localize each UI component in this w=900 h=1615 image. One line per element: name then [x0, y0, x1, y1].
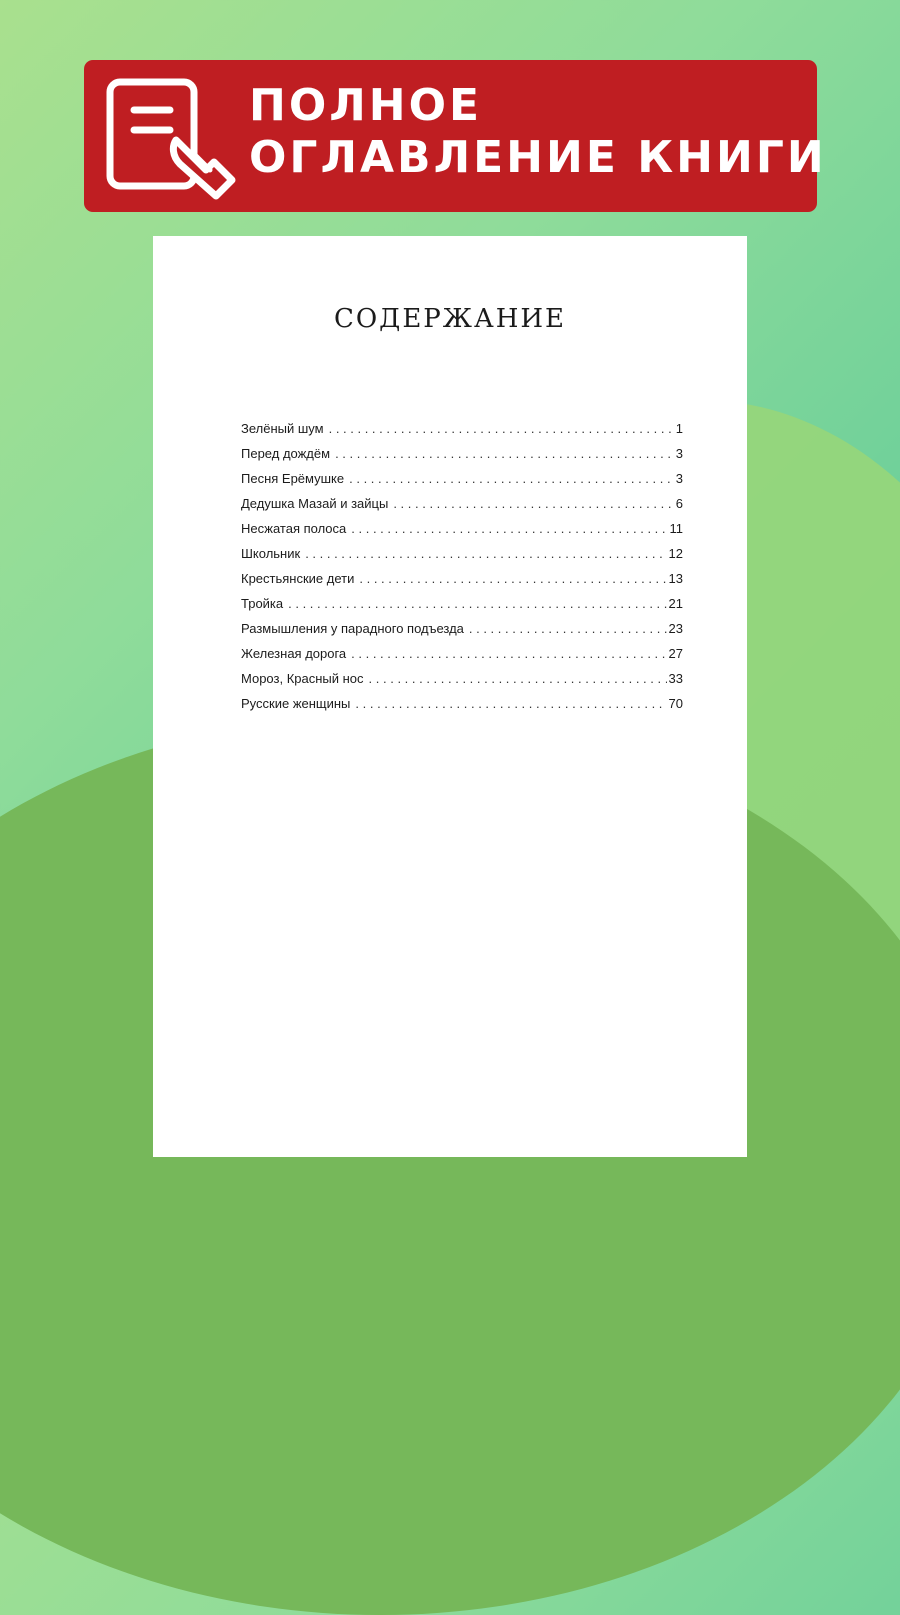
toc-dot-leader	[351, 521, 667, 536]
toc-entry	[241, 671, 683, 696]
document-hand-icon	[106, 78, 236, 200]
toc-entry-title: Зелёный шум	[241, 421, 324, 436]
contents-heading: СОДЕРЖАНИЕ	[333, 304, 567, 334]
toc-entry-page: 3	[675, 471, 683, 486]
toc-entry	[241, 646, 683, 671]
toc-entry	[241, 621, 683, 646]
toc-entry	[241, 696, 683, 721]
toc-entry	[241, 546, 683, 571]
toc-entry-title: Дедушка Мазай и зайцы	[241, 496, 389, 511]
toc-dot-leader	[335, 446, 674, 461]
toc-entry-title: Тройка	[241, 596, 284, 611]
toc-dot-leader	[288, 596, 666, 611]
table-of-contents	[241, 421, 683, 721]
toc-entry-title: Песня Ерёмушке	[241, 471, 345, 486]
toc-entry-page: 27	[668, 646, 683, 661]
book-page	[153, 236, 747, 1157]
toc-entry	[241, 521, 683, 546]
toc-entry-page: 33	[668, 671, 683, 686]
toc-dot-leader	[329, 421, 674, 436]
toc-entry	[241, 496, 683, 521]
toc-entry	[241, 471, 683, 496]
toc-entry-page: 3	[675, 446, 683, 461]
toc-entry-page: 12	[668, 546, 683, 561]
toc-dot-leader	[359, 571, 666, 586]
toc-dot-leader	[355, 696, 666, 711]
toc-entry-page: 70	[668, 696, 683, 711]
toc-entry-page: 23	[668, 621, 683, 636]
toc-entry	[241, 571, 683, 596]
toc-entry-page: 13	[668, 571, 683, 586]
toc-entry	[241, 596, 683, 621]
toc-entry-title: Железная дорога	[241, 646, 347, 661]
toc-dot-leader	[305, 546, 666, 561]
toc-entry-title: Крестьянские дети	[241, 571, 355, 586]
toc-entry-title: Мороз, Красный нос	[241, 671, 364, 686]
toc-entry-page: 11	[669, 521, 683, 536]
toc-dot-leader	[349, 471, 674, 486]
toc-entry-title: Перед дождём	[241, 446, 331, 461]
banner-title	[249, 80, 827, 184]
toc-dot-leader	[369, 671, 667, 686]
banner-title-line-1: ПОЛНОЕ	[249, 80, 483, 131]
toc-entry-title: Школьник	[241, 546, 301, 561]
toc-entry-title: Размышления у парадного подъезда	[241, 621, 464, 636]
toc-dot-leader	[393, 496, 673, 511]
title-banner	[84, 60, 827, 212]
toc-entry-page: 6	[675, 496, 683, 511]
toc-dot-leader	[469, 621, 667, 636]
toc-entry-page: 1	[675, 421, 683, 436]
toc-dot-leader	[351, 646, 666, 661]
toc-entry-title: Несжатая полоса	[241, 521, 347, 536]
toc-entry	[241, 446, 683, 471]
toc-entry-title: Русские женщины	[241, 696, 351, 711]
toc-entry	[241, 421, 683, 446]
toc-entry-page: 21	[668, 596, 683, 611]
banner-title-line-2: ОГЛАВЛЕНИЕ КНИГИ	[249, 132, 827, 183]
